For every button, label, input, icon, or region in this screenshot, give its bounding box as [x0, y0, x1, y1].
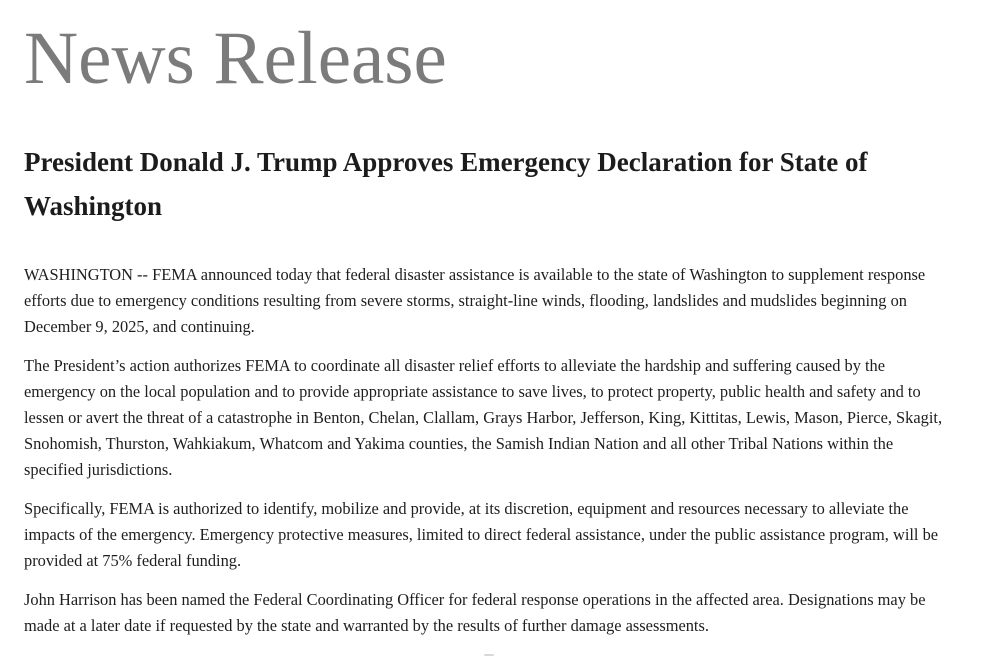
- paragraph-authorization: The President’s action authorizes FEMA to coordinate all disaster relief efforts to alleviate the hardship and suffering caused by the emergency on the local population and to provide appropriate assistance to save lives, to protect property, public health and safety and to lessen or avert the threat of a catastrophe in Benton, Chelan, Clallam, Grays Harbor, Jefferson, King, Kittitas, Lewis, Mason, Pierce, Skagit, Snohomish, Thurston, Wahkiakum, Whatcom and Yakima counties, the Samish Indian Nation and all other Tribal Nations within the specified jurisdictions.: [24, 356, 943, 479]
- paragraph-intro: WASHINGTON -- FEMA announced today that federal disaster assistance is available to the state of Washington to supplement response efforts due to emergency conditions resulting from severe storms, straight-line winds, flooding, landslides and mudslides beginning on December 9, 2025, and continuing.: [24, 265, 926, 336]
- press-release-headline: President Donald J. Trump Approves Emergency Declaration for State of Washington: [24, 147, 868, 221]
- article-body: [24, 262, 954, 652]
- page-continuation-mark: [484, 654, 494, 656]
- paragraph-specifics: Specifically, FEMA is authorized to identify, mobilize and provide, at its discretion, equipment and resources necessary to alleviate the impacts of the emergency. Emergency protective measures, limited to direct federal assistance, under the public assistance program, will be provided at 75% federal funding.: [24, 499, 939, 570]
- masthead-title: News Release: [24, 17, 447, 100]
- paragraph-coordinating-officer: John Harrison has been named the Federal Coordinating Officer for federal response operations in the affected area. Designations may be made at a later date if requested by the state and warranted by the results of further damage assessments.: [24, 590, 926, 635]
